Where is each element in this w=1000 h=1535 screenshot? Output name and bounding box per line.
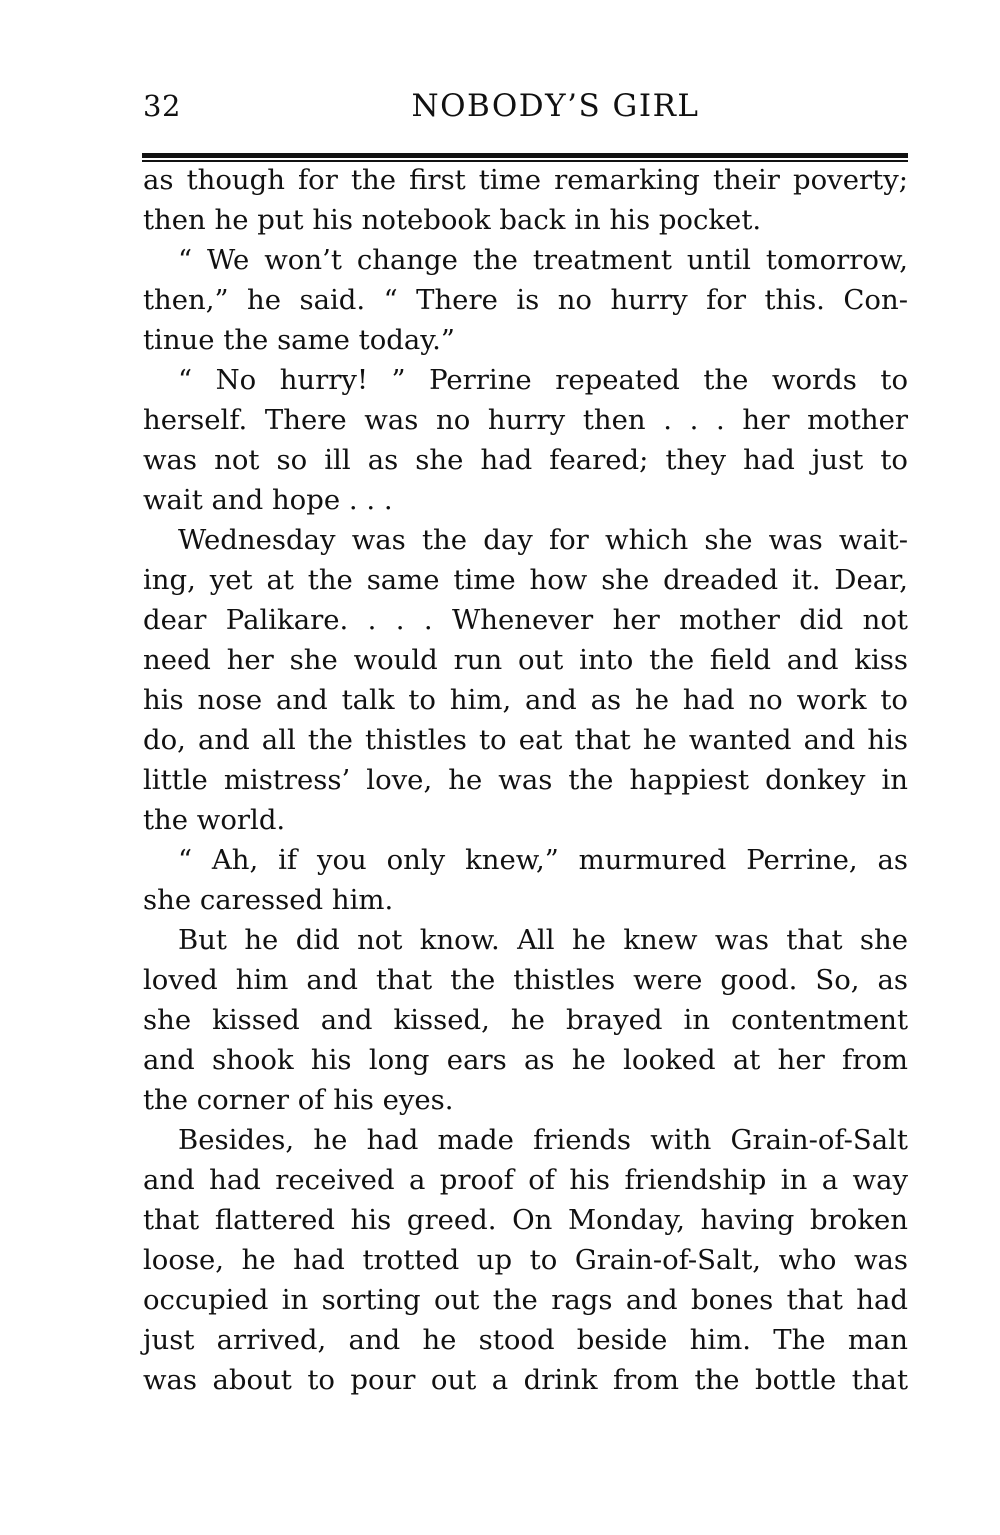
- text-line: “ We won’t change the treatment until tomorrow,: [178, 244, 908, 276]
- text-line: that flattered his greed. On Monday, having broken: [143, 1204, 908, 1236]
- text-line: and had received a proof of his friendship in a way: [143, 1164, 908, 1196]
- text-line: was about to pour out a drink from the bottle that: [143, 1364, 908, 1396]
- text-line: ing, yet at the same time how she dreaded it. Dear,: [143, 564, 908, 596]
- header-rule-thick: [142, 153, 908, 158]
- text-line: Besides, he had made friends with Grain-of-Salt: [178, 1124, 908, 1156]
- text-line: But he did not know. All he knew was that she: [178, 924, 908, 956]
- text-line: as though for the first time remarking their poverty;: [143, 164, 908, 196]
- text-line: his nose and talk to him, and as he had no work to: [143, 684, 908, 716]
- text-line: then,” he said. “ There is no hurry for this. Con-: [143, 284, 908, 316]
- text-line: Wednesday was the day for which she was wait-: [178, 524, 908, 556]
- text-line: “ No hurry! ” Perrine repeated the words to: [178, 364, 908, 396]
- text-line: wait and hope . . .: [143, 484, 393, 516]
- text-line: do, and all the thistles to eat that he wanted and his: [143, 724, 908, 756]
- text-line: the world.: [143, 804, 286, 836]
- page-number: 32: [143, 89, 181, 123]
- text-line: herself. There was no hurry then . . . her mother: [143, 404, 908, 436]
- text-line: was not so ill as she had feared; they had just to: [143, 444, 908, 476]
- text-line: dear Palikare. . . . Whenever her mother did not: [143, 604, 908, 636]
- text-line: and shook his long ears as he looked at her from: [143, 1044, 908, 1076]
- page-header: [143, 86, 908, 126]
- text-line: loose, he had trotted up to Grain-of-Salt, who was: [143, 1244, 908, 1276]
- text-line: then he put his notebook back in his pocket.: [143, 204, 762, 236]
- body-text: [143, 160, 908, 1400]
- text-line: tinue the same today.”: [143, 324, 455, 356]
- text-line: loved him and that the thistles were good. So, as: [143, 964, 908, 996]
- text-line: just arrived, and he stood beside him. The man: [143, 1324, 908, 1356]
- text-line: occupied in sorting out the rags and bones that had: [143, 1284, 908, 1316]
- text-line: “ Ah, if you only knew,” murmured Perrine, as: [178, 844, 908, 876]
- text-line: the corner of his eyes.: [143, 1084, 454, 1116]
- running-title: NOBODY’S GIRL: [411, 88, 700, 124]
- text-line: she kissed and kissed, he brayed in contentment: [143, 1004, 908, 1036]
- text-line: need her she would run out into the field and kiss: [143, 644, 908, 676]
- text-line: she caressed him.: [143, 884, 394, 916]
- text-line: little mistress’ love, he was the happiest donkey in: [143, 764, 908, 796]
